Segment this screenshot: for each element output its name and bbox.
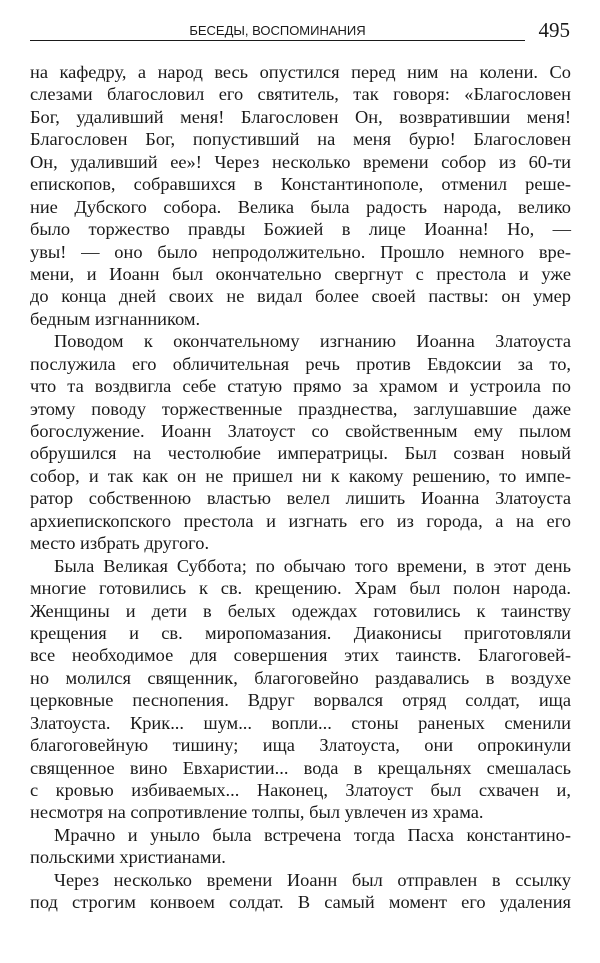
paragraph	[30, 869, 571, 914]
text-line: крещения и св. миропомазания. Диаконисы приготовляли	[30, 622, 571, 643]
text-line: архиепископского престола и изгнать его из города, а на его	[30, 510, 571, 531]
text-line: что та воздвигла себе статую прямо за храмом и устроила по	[30, 376, 571, 397]
text-line: Златоуста. Крик... шум... вопли... стоны раненых сменили	[30, 712, 571, 733]
text-line: обрушился на честолюбие императрицы. Был созван новый	[30, 443, 571, 464]
text-line: место избрать другого.	[30, 533, 210, 554]
text-line: этому поводу торжественные празднества, заглушавшие даже	[30, 398, 571, 419]
text-line: Была Великая Суббота; по обычаю того времени, в этот день	[54, 555, 571, 576]
text-line: на кафедру, а народ весь опустился перед ним на колени. Со	[30, 62, 571, 82]
text-line: слезами благословил его святитель, так говоря: «Благословен	[30, 84, 571, 105]
text-line: бедным изгнанником.	[30, 308, 201, 329]
paragraph	[30, 61, 571, 330]
header-rule	[30, 40, 525, 41]
text-line: церковные песнопения. Вдруг ворвался отряд солдат, ища	[30, 690, 571, 711]
text-line: несмотря на сопротивление толпы, был увлечен из храма.	[30, 802, 484, 823]
text-line: Он, удаливший ее»! Через несколько времени собор из 60-ти	[30, 151, 571, 172]
text-line: собор, и так как он не пришел ни к какому решению, то импе-	[30, 465, 571, 486]
text-line: польскими христианами.	[30, 847, 226, 868]
running-title: БЕСЕДЫ, ВОСПОМИНАНИЯ	[189, 23, 366, 38]
text-line: мени, и Иоанн был окончательно свергнут с престола и уже	[30, 263, 571, 284]
text-line: но молился священник, благоговейно раздавались в воздухе	[30, 667, 571, 688]
paragraph	[30, 824, 571, 869]
text-line: Поводом к окончательному изгнанию Иоанна Златоуста	[54, 331, 571, 352]
text-line: с кровью избиваемых... Наконец, Златоуст был схвачен и,	[30, 780, 571, 800]
paragraph	[30, 330, 571, 554]
text-line: многие готовились к св. крещению. Храм был полон народа.	[30, 578, 571, 599]
text-line: ратор собственною властью велел лишить Иоанна Златоуста	[30, 488, 571, 509]
text-line: благоговейную тишину; ища Златоуста, они опрокинули	[30, 735, 571, 756]
text-line: Женщины и дети в белых одеждах готовились к таинству	[30, 600, 571, 621]
text-line: все необходимое для совершения этих таинств. Благоговей-	[30, 645, 571, 666]
paragraph	[30, 555, 571, 824]
text-line: Благословен Бог, попустивший на меня бурю! Благословен	[30, 129, 571, 150]
text-line: было торжество правды Божией в лице Иоанна! Но, —	[30, 219, 571, 240]
text-line: до конца дней своих не видал более своей паствы: он умер	[30, 286, 571, 307]
text-line: ние Дубского собора. Велика была радость народа, велико	[30, 196, 571, 217]
text-line: Мрачно и уныло была встречена тогда Пасха константино-	[54, 824, 571, 845]
text-line: послужила его обличительная речь против Евдоксии за то,	[30, 353, 571, 374]
text-line: Бог, удаливший меня! Благословен Он, возвратившии меня!	[30, 106, 571, 127]
body-text	[30, 61, 571, 914]
text-line: богослужение. Иоанн Златоуст со свойственным ему пылом	[30, 421, 571, 441]
text-line: епископов, собравшихся в Константинополе, отменил реше-	[30, 174, 571, 195]
text-line: Через несколько времени Иоанн был отправлен в ссылку	[54, 869, 571, 890]
text-line: под строгим конвоем солдат. В самый момент его удаления	[30, 892, 571, 913]
text-line: священное вино Евхаристии... вода в крещальнях смешалась	[30, 757, 571, 778]
page-number: 495	[538, 18, 570, 42]
running-head	[30, 20, 570, 46]
text-line: увы! — оно было непродолжительно. Прошло немного вре-	[30, 241, 571, 262]
